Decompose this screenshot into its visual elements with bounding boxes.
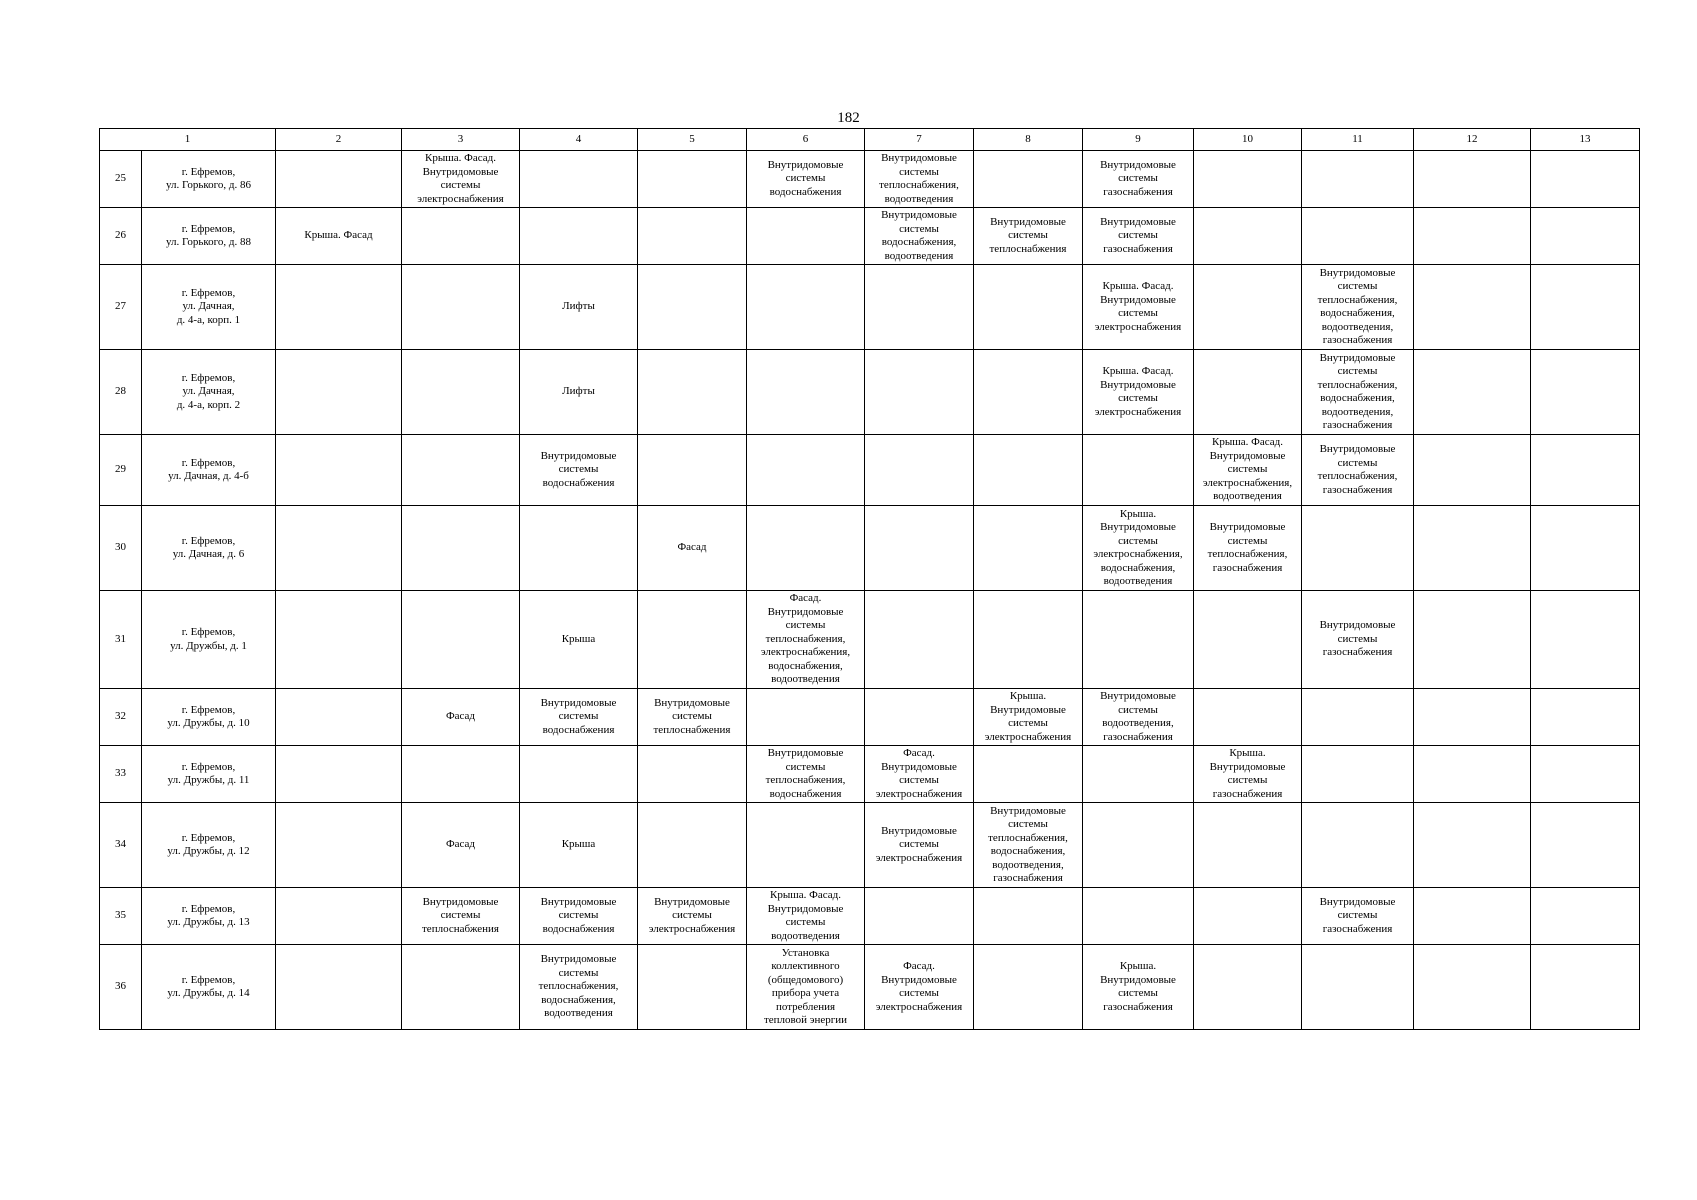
table-cell: [747, 506, 865, 591]
table-cell: [747, 803, 865, 888]
table-cell: Внутридомовые системы теплоснабжения, водоснабжения: [747, 746, 865, 803]
table-cell: [520, 151, 638, 208]
table-cell: [1302, 945, 1414, 1030]
table-cell: [1302, 746, 1414, 803]
table-cell: [638, 435, 747, 506]
table-cell: [638, 945, 747, 1030]
table-cell: [402, 506, 520, 591]
table-cell: [1414, 689, 1531, 746]
table-cell: Внутридомовые системы водоснабжения: [520, 689, 638, 746]
table-row: [100, 506, 1640, 591]
page-number: 182: [837, 110, 860, 126]
row-number: 34: [100, 803, 142, 888]
table-row: [100, 888, 1640, 945]
table-cell: [974, 888, 1083, 945]
address-cell: г. Ефремов, ул. Дружбы, д. 14: [142, 945, 276, 1030]
table-cell: Крыша. Фасад. Внутридомовые системы электроснабжения: [402, 151, 520, 208]
column-header-4: 4: [520, 129, 638, 151]
table-cell: [974, 506, 1083, 591]
table-cell: [276, 350, 402, 435]
table-cell: [402, 945, 520, 1030]
table-cell: [974, 151, 1083, 208]
table-cell: [638, 350, 747, 435]
table-cell: Фасад: [402, 689, 520, 746]
table-cell: [1531, 888, 1640, 945]
table-cell: [1302, 803, 1414, 888]
table-cell: [276, 151, 402, 208]
table-cell: [747, 350, 865, 435]
table-cell: [747, 265, 865, 350]
table-cell: Внутридомовые системы газоснабжения: [1083, 151, 1194, 208]
table-cell: Внутридомовые системы теплоснабжения, газоснабжения: [1302, 435, 1414, 506]
table-cell: Крыша: [520, 803, 638, 888]
table-cell: [1302, 208, 1414, 265]
column-header-2: 2: [276, 129, 402, 151]
table-cell: Внутридомовые системы теплоснабжения, водоснабжения, водоотведения: [520, 945, 638, 1030]
table-cell: Крыша: [520, 591, 638, 689]
table-cell: [402, 746, 520, 803]
address-cell: г. Ефремов, ул. Дружбы, д. 10: [142, 689, 276, 746]
table-cell: Внутридомовые системы теплоснабжения, газоснабжения: [1194, 506, 1302, 591]
table-cell: [276, 803, 402, 888]
column-header-6: 6: [747, 129, 865, 151]
table-cell: [1414, 888, 1531, 945]
column-header-10: 10: [1194, 129, 1302, 151]
table-cell: [1414, 506, 1531, 591]
table-cell: Фасад. Внутридомовые системы теплоснабжения, электроснабжения, водоснабжения, водоотведения: [747, 591, 865, 689]
table-cell: [1414, 265, 1531, 350]
table-cell: [1414, 803, 1531, 888]
column-header-12: 12: [1414, 129, 1531, 151]
table-cell: Внутридомовые системы теплоснабжения, водоснабжения, водоотведения, газоснабжения: [974, 803, 1083, 888]
table-row: [100, 746, 1640, 803]
row-number: 36: [100, 945, 142, 1030]
table-cell: [1531, 435, 1640, 506]
row-number: 25: [100, 151, 142, 208]
table-cell: [1302, 506, 1414, 591]
table-cell: [1083, 803, 1194, 888]
table-cell: Крыша. Внутридомовые системы газоснабжения: [1083, 945, 1194, 1030]
table-cell: [638, 208, 747, 265]
table-cell: [1194, 888, 1302, 945]
address-cell: г. Ефремов, ул. Дружбы, д. 1: [142, 591, 276, 689]
column-header-5: 5: [638, 129, 747, 151]
table-cell: [1083, 591, 1194, 689]
table-cell: Фасад: [402, 803, 520, 888]
table-cell: [865, 689, 974, 746]
table-cell: Лифты: [520, 265, 638, 350]
row-number: 35: [100, 888, 142, 945]
table-row: [100, 208, 1640, 265]
table-row: [100, 591, 1640, 689]
table-cell: [1083, 435, 1194, 506]
column-header-13: 13: [1531, 129, 1640, 151]
table-cell: [520, 208, 638, 265]
table-cell: Крыша. Внутридомовые системы электроснабжения: [974, 689, 1083, 746]
address-cell: г. Ефремов, ул. Дружбы, д. 12: [142, 803, 276, 888]
table-cell: [638, 591, 747, 689]
table-cell: Внутридомовые системы теплоснабжения: [402, 888, 520, 945]
table-cell: [1531, 151, 1640, 208]
table-cell: [865, 350, 974, 435]
address-cell: г. Ефремов, ул. Дачная, д. 4-а, корп. 1: [142, 265, 276, 350]
table-cell: [276, 506, 402, 591]
table-cell: Внутридомовые системы газоснабжения: [1083, 208, 1194, 265]
table-cell: [974, 945, 1083, 1030]
row-number: 27: [100, 265, 142, 350]
table-cell: Внутридомовые системы водоснабжения: [747, 151, 865, 208]
repair-schedule-table: [99, 128, 1640, 1030]
table-cell: [638, 265, 747, 350]
table-cell: [1194, 265, 1302, 350]
table-cell: [1194, 350, 1302, 435]
column-header-8: 8: [974, 129, 1083, 151]
table-cell: [1414, 350, 1531, 435]
table-cell: [1531, 945, 1640, 1030]
table-cell: [276, 435, 402, 506]
table-cell: Внутридомовые системы электроснабжения: [865, 803, 974, 888]
table-cell: [747, 689, 865, 746]
table-cell: [865, 591, 974, 689]
table-cell: Установка коллективного (общедомового) прибора учета потребления тепловой энергии: [747, 945, 865, 1030]
table-cell: Внутридомовые системы теплоснабжения, водоотведения: [865, 151, 974, 208]
table-cell: [638, 151, 747, 208]
table-cell: Внутридомовые системы газоснабжения: [1302, 591, 1414, 689]
row-number: 30: [100, 506, 142, 591]
table-cell: [402, 350, 520, 435]
table-cell: Фасад. Внутридомовые системы электроснабжения: [865, 746, 974, 803]
address-cell: г. Ефремов, ул. Дружбы, д. 11: [142, 746, 276, 803]
table-cell: [402, 208, 520, 265]
table-cell: [1194, 208, 1302, 265]
table-cell: [402, 591, 520, 689]
table-cell: [1194, 945, 1302, 1030]
table-cell: [402, 435, 520, 506]
table-cell: [1414, 151, 1531, 208]
table-cell: Крыша. Фасад. Внутридомовые системы электроснабжения: [1083, 265, 1194, 350]
table-cell: [974, 591, 1083, 689]
column-header-9: 9: [1083, 129, 1194, 151]
table-cell: Крыша. Внутридомовые системы газоснабжения: [1194, 746, 1302, 803]
table-cell: [1531, 350, 1640, 435]
table-row: [100, 803, 1640, 888]
table-cell: [974, 265, 1083, 350]
row-number: 29: [100, 435, 142, 506]
table-cell: [276, 591, 402, 689]
table-row: [100, 945, 1640, 1030]
table-cell: [1414, 591, 1531, 689]
column-header-7: 7: [865, 129, 974, 151]
table-cell: [638, 746, 747, 803]
header-row: [100, 129, 1640, 151]
table-cell: Крыша. Внутридомовые системы электроснабжения, водоснабжения, водоотведения: [1083, 506, 1194, 591]
table-cell: [974, 746, 1083, 803]
table-cell: [1414, 945, 1531, 1030]
table-cell: [974, 435, 1083, 506]
table-cell: [1302, 151, 1414, 208]
table-cell: Лифты: [520, 350, 638, 435]
table-row: [100, 435, 1640, 506]
table-cell: Крыша. Фасад. Внутридомовые системы водоотведения: [747, 888, 865, 945]
table-cell: Внутридомовые системы теплоснабжения, водоснабжения, водоотведения, газоснабжения: [1302, 350, 1414, 435]
table-cell: [1531, 689, 1640, 746]
table-cell: [276, 945, 402, 1030]
table-cell: [865, 888, 974, 945]
table-cell: [865, 435, 974, 506]
table-cell: [276, 746, 402, 803]
table-cell: [276, 689, 402, 746]
row-number: 26: [100, 208, 142, 265]
table-cell: [1531, 746, 1640, 803]
table-cell: [1083, 888, 1194, 945]
table-cell: [1414, 746, 1531, 803]
table-cell: [1194, 803, 1302, 888]
row-number: 32: [100, 689, 142, 746]
table-row: [100, 151, 1640, 208]
table-cell: [402, 265, 520, 350]
address-cell: г. Ефремов, ул. Дачная, д. 4-а, корп. 2: [142, 350, 276, 435]
table-cell: [1414, 435, 1531, 506]
table-cell: Внутридомовые системы электроснабжения: [638, 888, 747, 945]
table-cell: [1302, 689, 1414, 746]
table-cell: Внутридомовые системы теплоснабжения: [638, 689, 747, 746]
column-header-1: 1: [100, 129, 276, 151]
table-cell: [1083, 746, 1194, 803]
table-cell: Крыша. Фасад. Внутридомовые системы электроснабжения: [1083, 350, 1194, 435]
table-cell: Внутридомовые системы теплоснабжения: [974, 208, 1083, 265]
table-cell: Крыша. Фасад: [276, 208, 402, 265]
table-cell: [1531, 265, 1640, 350]
table-cell: Крыша. Фасад. Внутридомовые системы электроснабжения, водоотведения: [1194, 435, 1302, 506]
table-cell: [865, 506, 974, 591]
table-cell: [1194, 591, 1302, 689]
table-cell: [520, 746, 638, 803]
table-cell: [865, 265, 974, 350]
address-cell: г. Ефремов, ул. Горького, д. 86: [142, 151, 276, 208]
table-cell: [1194, 151, 1302, 208]
table-cell: Внутридомовые системы теплоснабжения, водоснабжения, водоотведения, газоснабжения: [1302, 265, 1414, 350]
address-cell: г. Ефремов, ул. Дружбы, д. 13: [142, 888, 276, 945]
column-header-3: 3: [402, 129, 520, 151]
table-cell: [276, 888, 402, 945]
table-cell: [1194, 689, 1302, 746]
table-cell: [1531, 591, 1640, 689]
table-cell: Внутридомовые системы водоснабжения, водоотведения: [865, 208, 974, 265]
table-cell: [974, 350, 1083, 435]
table-cell: Внутридомовые системы водоотведения, газоснабжения: [1083, 689, 1194, 746]
address-cell: г. Ефремов, ул. Горького, д. 88: [142, 208, 276, 265]
table-cell: [1531, 506, 1640, 591]
address-cell: г. Ефремов, ул. Дачная, д. 6: [142, 506, 276, 591]
table-cell: [638, 803, 747, 888]
table-header: [100, 129, 1640, 151]
row-number: 31: [100, 591, 142, 689]
table-cell: Внутридомовые системы водоснабжения: [520, 435, 638, 506]
table-cell: Фасад. Внутридомовые системы электроснабжения: [865, 945, 974, 1030]
table-cell: Фасад: [638, 506, 747, 591]
row-number: 28: [100, 350, 142, 435]
column-header-11: 11: [1302, 129, 1414, 151]
table-cell: [276, 265, 402, 350]
table-cell: [1414, 208, 1531, 265]
table-cell: [520, 506, 638, 591]
table-cell: [747, 435, 865, 506]
table-row: [100, 265, 1640, 350]
table-cell: [747, 208, 865, 265]
table-body: [100, 151, 1640, 1030]
table-cell: [1531, 803, 1640, 888]
table-row: [100, 689, 1640, 746]
table-cell: [1531, 208, 1640, 265]
row-number: 33: [100, 746, 142, 803]
address-cell: г. Ефремов, ул. Дачная, д. 4-б: [142, 435, 276, 506]
table-cell: Внутридомовые системы газоснабжения: [1302, 888, 1414, 945]
table-row: [100, 350, 1640, 435]
table-cell: Внутридомовые системы водоснабжения: [520, 888, 638, 945]
